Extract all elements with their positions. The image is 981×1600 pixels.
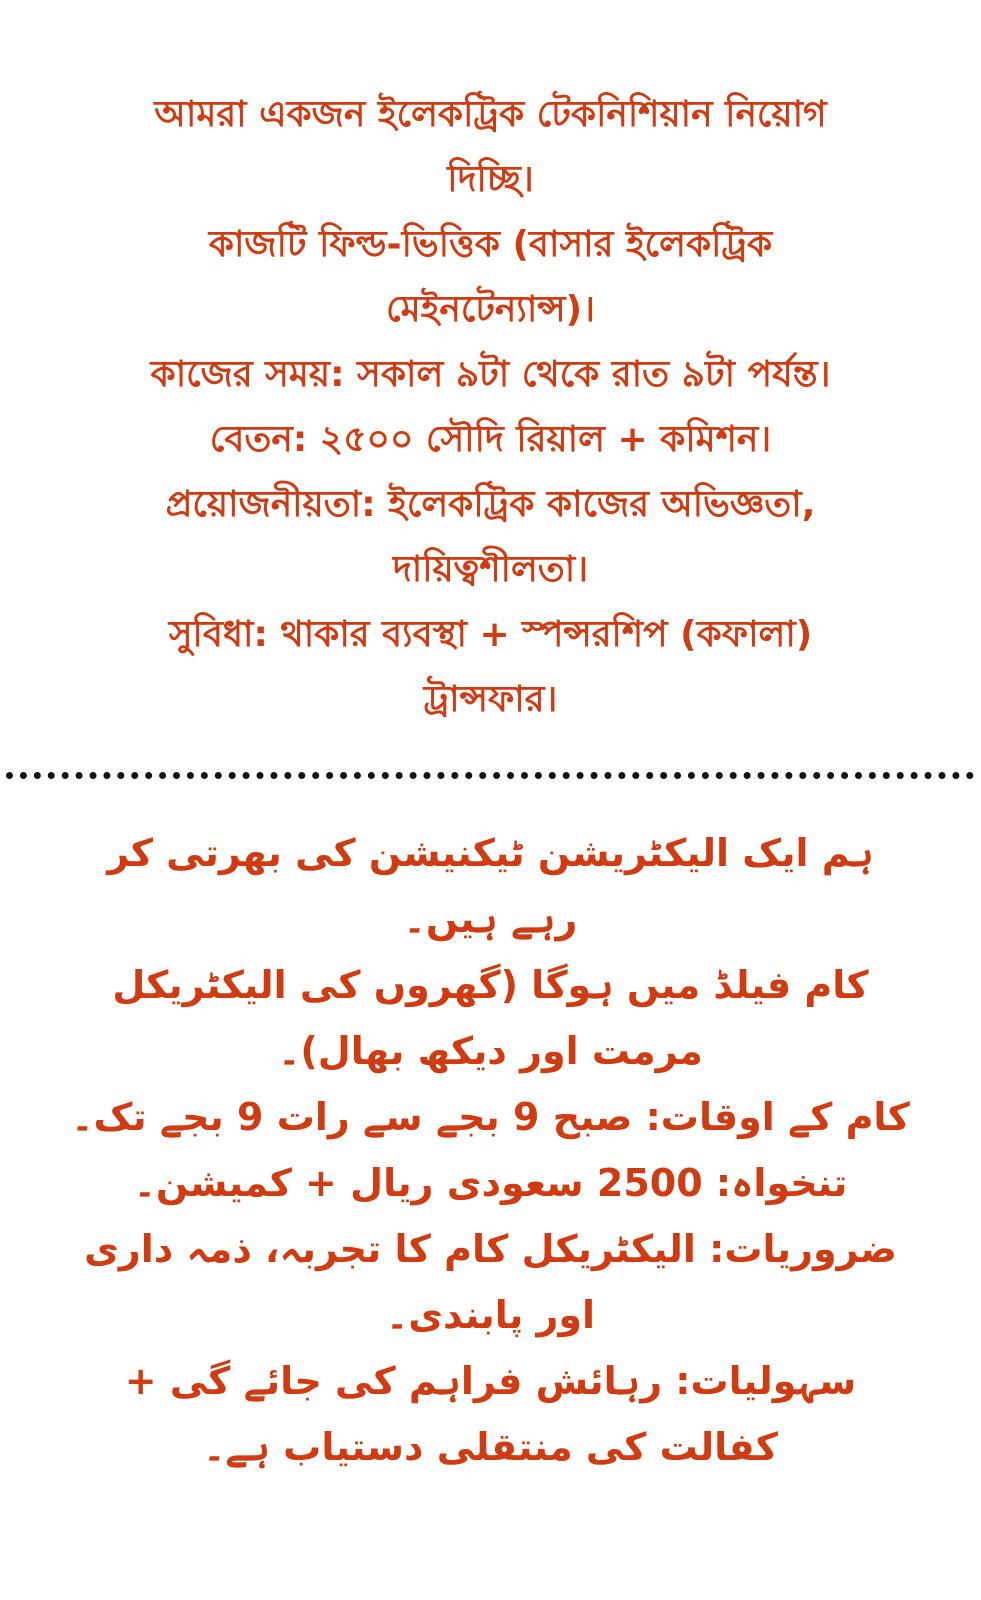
bengali-line-1: আমরা একজন ইলেকট্রিক টেকনিশিয়ান নিয়োগ [154, 94, 827, 135]
urdu-line-3: کام فیلڈ میں ہوگا (گھروں کی الیکٹریکل [112, 963, 869, 1007]
urdu-line-8: اور پابندی۔ [385, 1293, 596, 1337]
bengali-line-4: মেইনটেন্যান্স)। [386, 289, 595, 330]
urdu-line-6: تنخواہ: 2500 سعودی ریال + کمیشن۔ [133, 1161, 848, 1205]
urdu-line-5: کام کے اوقات: صبح 9 بجے سے رات 9 بجے تک۔ [71, 1095, 910, 1139]
bengali-line-6: বেতন: ২৫০০ সৌদি রিয়াল + কমিশন। [209, 419, 772, 460]
bengali-line-9: সুবিধা: থাকার ব্যবস্থা + স্পন্সরশিপ (কফালা) [168, 614, 813, 655]
bengali-line-8: দায়িত্বশীলতা। [392, 549, 589, 590]
urdu-line-2: رہے ہیں۔ [403, 897, 578, 941]
urdu-line-4: مرمت اور دیکھ بھال)۔ [278, 1029, 703, 1073]
urdu-line-1: ہم ایک الیکٹریشن ٹیکنیشن کی بھرتی کر [107, 831, 874, 875]
bengali-line-5: কাজের সময়: সকাল ৯টা থেকে রাত ৯টা পর্যন্ত। [150, 354, 831, 395]
dotted-divider [6, 772, 974, 779]
urdu-job-announcement [40, 820, 941, 1480]
bengali-line-2: দিচ্ছি। [447, 159, 534, 200]
bengali-line-3: কাজটি ফিল্ড-ভিত্তিক (বাসার ইলেকট্রিক [208, 224, 773, 265]
urdu-line-7: ضروریات: الیکٹریکل کام کا تجربہ، ذمہ داری [84, 1227, 897, 1271]
urdu-line-9: سہولیات: رہائش فراہم کی جائے گی + [124, 1359, 857, 1403]
bengali-line-7: প্রয়োজনীয়তা: ইলেকট্রিক কাজের অভিজ্ঞতা, [165, 484, 816, 525]
urdu-line-10: کفالت کی منتقلی دستیاب ہے۔ [203, 1425, 778, 1469]
bengali-job-announcement [40, 82, 941, 732]
bengali-line-10: ট্রান্সফার। [423, 679, 558, 720]
